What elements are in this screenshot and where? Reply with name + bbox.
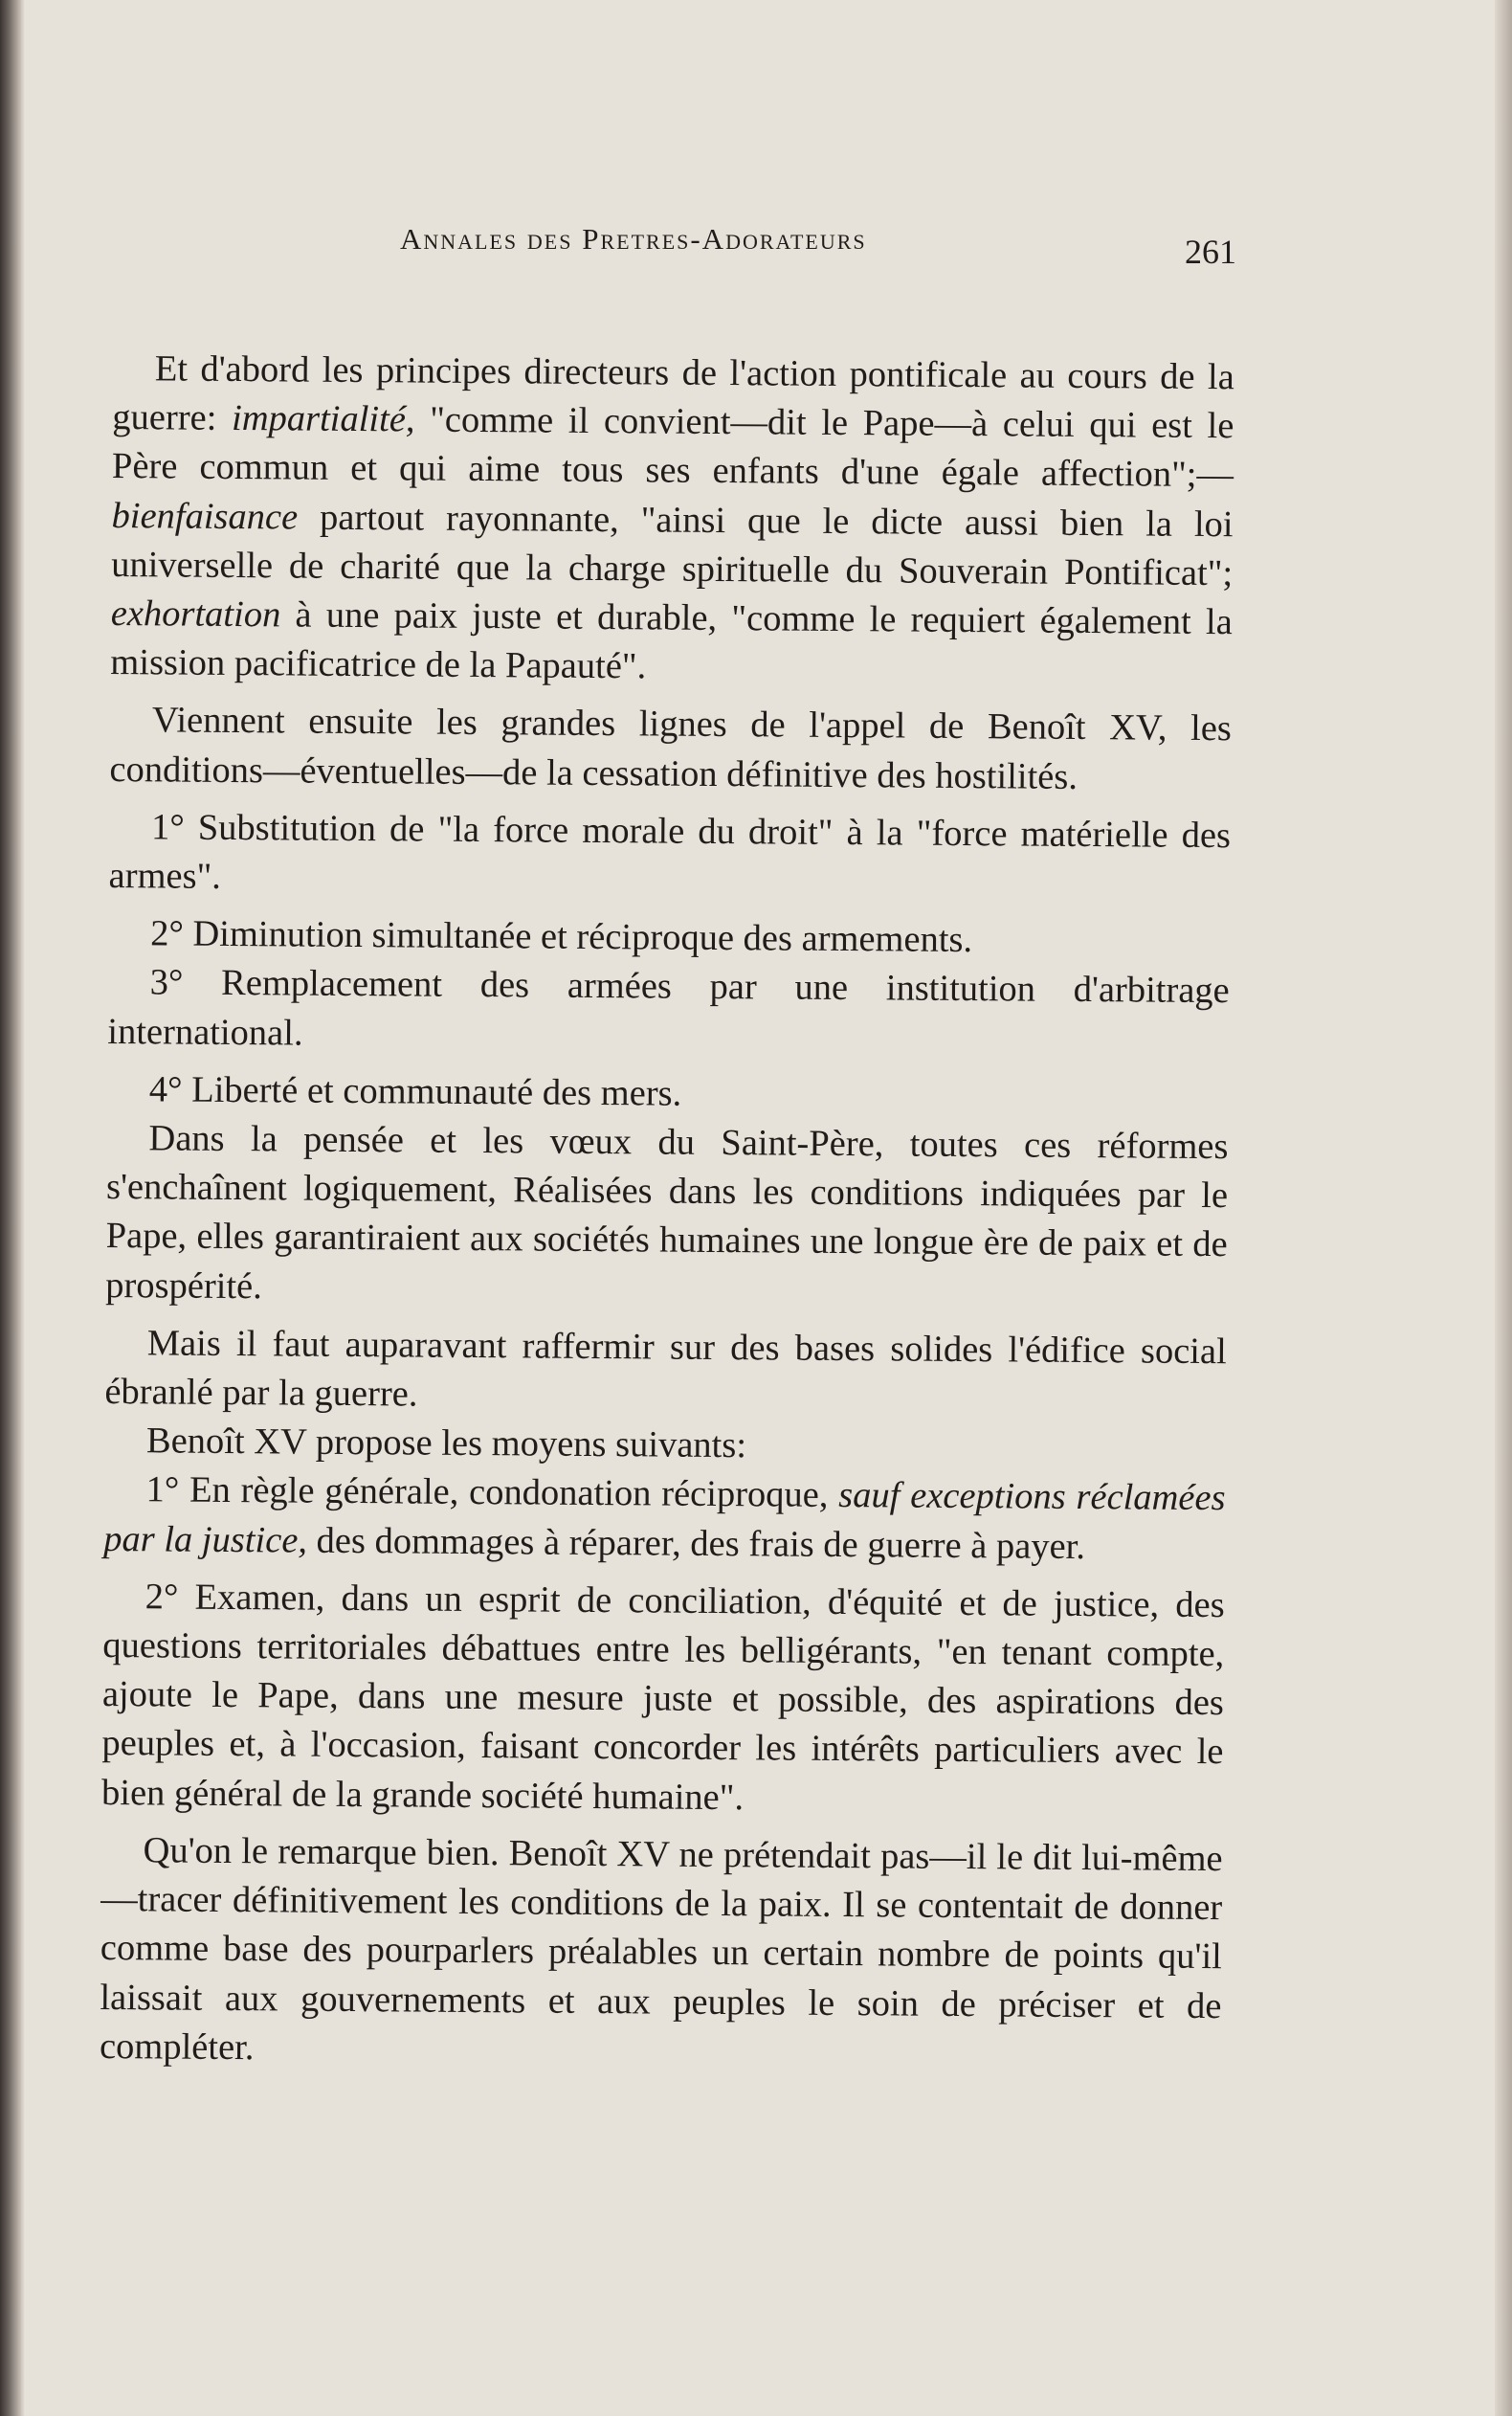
list-item: 1° Substitution de "la force morale du droit" à la "force matérielle des armes". bbox=[108, 807, 1232, 897]
text-run: Et d'abord les principes directeurs de l'action pontificale au cours de la guerre: bbox=[112, 348, 1234, 439]
text-run: 1° En règle générale, condonation réciproque, bbox=[145, 1469, 839, 1516]
paragraph: Qu'on le remarque bien. Benoît XV ne prétendait pas—il le dit lui-même—tracer définitivement les conditions de la paix. Il se contentait de donner comme base des pourparlers préalables un certain nombre de points qu'il laissait aux gouvernements et aux peuples le soin de préciser et de compléter. bbox=[99, 1830, 1223, 2068]
paragraph bbox=[110, 345, 1234, 697]
italic-text: impartialité, bbox=[231, 398, 415, 440]
text-run: partout rayonnante, "ainsi que le dicte aussi bien la loi universelle de charité que la charge spirituelle du Souverain Pontificat"; bbox=[111, 497, 1234, 594]
page-number: 261 bbox=[1185, 233, 1236, 271]
italic-text: exhortation bbox=[110, 593, 281, 636]
list-item: 2° Examen, dans un esprit de conciliation, d'équité et de justice, des questions territoriales débattues entre les belligérants, "en tenant compte, ajoute le Pape, dans une mesure juste et possible, des aspirations des peuples et, à l'occasion, faisant concorder les intérêts particuliers avec le bien général de la grande société humaine". bbox=[100, 1577, 1225, 1818]
body-text bbox=[100, 345, 1234, 2080]
italic-text: sauf exceptions réclamées par la justice, bbox=[103, 1475, 1226, 1561]
text-run: "comme il convient—dit le Pape—à celui qui est le Père commun et qui aime tous ses enfants d'une égale affection";— bbox=[111, 399, 1234, 496]
list-item: 2° Diminution simultanée et réciproque des armements. bbox=[150, 913, 973, 961]
page-edge bbox=[1495, 0, 1512, 2416]
list-item: 4° Liberté et communauté des mers. bbox=[148, 1069, 682, 1114]
italic-text: bienfaisance bbox=[111, 495, 299, 538]
text-run: des dommages à réparer, des frais de guerre à payer. bbox=[306, 1520, 1086, 1567]
book-gutter-shadow bbox=[0, 0, 25, 2416]
paragraph: Viennent ensuite les grandes lignes de l'appel de Benoît XV, les conditions—éventuelles—de la cessation définitive des hostilités. bbox=[109, 700, 1233, 797]
text-run: à une paix juste et durable, "comme le requiert également la mission pacificatrice de la Papauté". bbox=[110, 594, 1233, 687]
paragraph: Mais il faut auparavant raffermir sur des bases solides l'édifice social ébranlé par la guerre. bbox=[104, 1323, 1227, 1415]
list-item bbox=[103, 1465, 1226, 1573]
running-title: Annales des Pretres-Adorateurs bbox=[400, 222, 867, 256]
list-item: 3° Remplacement des armées par une institution d'arbitrage international. bbox=[107, 962, 1230, 1054]
paragraph: Dans la pensée et les vœux du Saint-Père, toutes ces réformes s'enchaînent logiquement, Réalisées dans les conditions indiquées par le Pape, elles garantiraient aux sociétés humaines une longue ère de paix et de prospérité. bbox=[105, 1118, 1229, 1307]
paragraph: Benoît XV propose les moyens suivants: bbox=[145, 1421, 747, 1466]
